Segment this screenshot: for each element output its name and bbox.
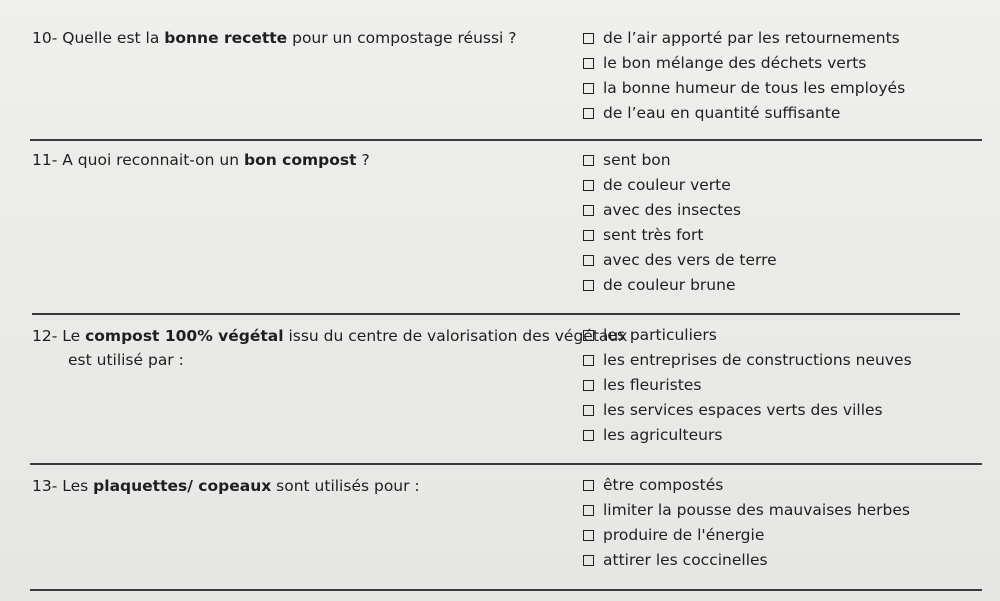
checkbox[interactable] [583,108,594,119]
option-item[interactable] [583,273,777,298]
option-item[interactable] [583,548,910,573]
option-item[interactable] [583,348,912,373]
question-prefix: Les [62,477,94,495]
option-item[interactable] [583,173,777,198]
option-label: être compostés [603,476,724,494]
option-label: les agriculteurs [603,426,723,444]
option-item[interactable] [583,51,905,76]
divider [30,589,982,591]
question-text [32,326,627,346]
checkbox[interactable] [583,480,594,491]
divider [30,463,982,465]
option-label: produire de l'énergie [603,526,765,544]
question-keyword: plaquettes/ copeaux [93,477,272,495]
question-text [32,150,370,170]
option-item[interactable] [583,398,912,423]
question-suffix: ? [356,151,370,169]
options-13 [583,473,910,573]
checkbox[interactable] [583,330,594,341]
question-suffix: sont utilisés pour : [271,477,420,495]
option-item[interactable] [583,76,905,101]
checkbox[interactable] [583,280,594,291]
checkbox[interactable] [583,155,594,166]
question-13 [32,476,420,496]
question-text-line2: est utilisé par : [68,351,184,369]
option-label: de couleur brune [603,276,736,294]
checkbox[interactable] [583,33,594,44]
option-item[interactable] [583,423,912,448]
checkbox[interactable] [583,83,594,94]
option-item[interactable] [583,323,912,348]
option-label: de couleur verte [603,176,731,194]
option-label: les services espaces verts des villes [603,401,883,419]
options-10 [583,26,905,126]
checkbox[interactable] [583,555,594,566]
checkbox[interactable] [583,230,594,241]
question-prefix: Le [62,327,86,345]
option-label: sent très fort [603,226,704,244]
option-label: limiter la pousse des mauvaises herbes [603,501,910,519]
question-12 [32,326,627,370]
option-item[interactable] [583,148,777,173]
option-item[interactable] [583,223,777,248]
divider [32,313,960,315]
option-label: attirer les coccinelles [603,551,768,569]
question-keyword: bonne recette [164,29,288,47]
option-label: le bon mélange des déchets verts [603,54,867,72]
checkbox[interactable] [583,58,594,69]
question-11 [32,150,370,170]
option-item[interactable] [583,498,910,523]
option-item[interactable] [583,473,910,498]
options-12 [583,323,912,448]
option-item[interactable] [583,198,777,223]
option-item[interactable] [583,26,905,51]
option-label: les particuliers [603,326,717,344]
question-number: 12- [32,327,58,345]
checkbox[interactable] [583,380,594,391]
option-label: avec des insectes [603,201,741,219]
option-label: de l’eau en quantité suffisante [603,104,841,122]
question-text [32,476,420,496]
option-item[interactable] [583,373,912,398]
option-label: les entreprises de constructions neuves [603,351,912,369]
question-keyword: compost 100% végétal [85,327,284,345]
checkbox[interactable] [583,430,594,441]
checkbox[interactable] [583,205,594,216]
option-label: les fleuristes [603,376,702,394]
option-label: sent bon [603,151,671,169]
option-item[interactable] [583,523,910,548]
checkbox[interactable] [583,355,594,366]
checkbox[interactable] [583,255,594,266]
question-number: 11- [32,151,58,169]
divider [30,139,982,141]
options-11 [583,148,777,298]
question-keyword: bon compost [243,151,357,169]
question-suffix: issu du centre de valorisation des végétaux [283,327,628,345]
checkbox[interactable] [583,505,594,516]
question-suffix: pour un compostage réussi ? [287,29,517,47]
option-label: avec des vers de terre [603,251,777,269]
option-label: la bonne humeur de tous les employés [603,79,906,97]
option-item[interactable] [583,248,777,273]
checkbox[interactable] [583,405,594,416]
question-number: 13- [32,477,58,495]
question-10 [32,28,517,48]
option-item[interactable] [583,101,905,126]
option-label: de l’air apporté par les retournements [603,29,900,47]
question-number: 10- [32,29,58,47]
question-text [32,28,517,48]
checkbox[interactable] [583,530,594,541]
checkbox[interactable] [583,180,594,191]
question-prefix: A quoi reconnait-on un [62,151,244,169]
question-prefix: Quelle est la [62,29,165,47]
